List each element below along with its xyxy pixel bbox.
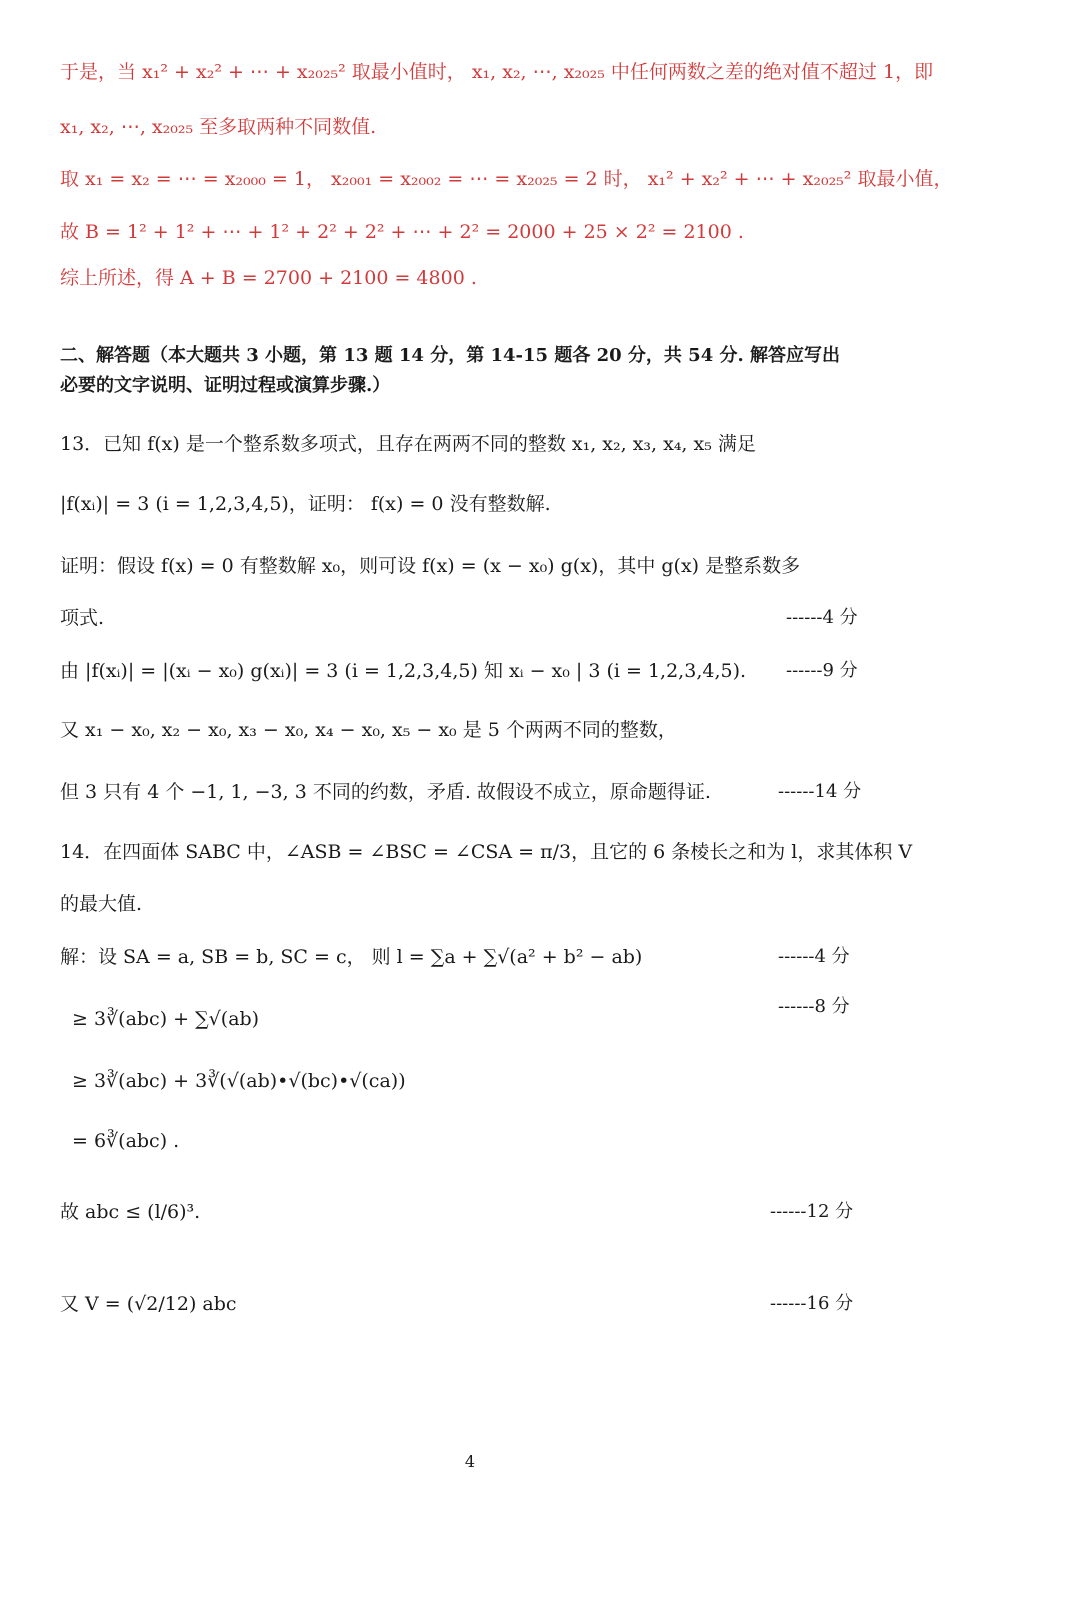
problem-13-statement: 13．已知 f(x) 是一个整系数多项式，且存在两两不同的整数 x₁, x₂, x₃, x₄, x₅ 满足 xyxy=(60,433,756,455)
score-label: ------12 分 xyxy=(770,1201,854,1222)
solution-14-line-2: ≥ 3∛(abc) + ∑√(ab) xyxy=(72,1008,260,1030)
proof-line-4: 又 x₁ − x₀, x₂ − x₀, x₃ − x₀, x₄ − x₀, x₅ − x₀ 是 5 个两两不同的整数， xyxy=(60,719,677,741)
solution-text-line-5: 综上所述，得 A + B = 2700 + 2100 = 4800 . xyxy=(60,267,477,289)
section-heading-cont: 必要的文字说明、证明过程或演算步骤.） xyxy=(60,375,391,396)
score-label: ------4 分 xyxy=(778,946,850,967)
section-heading: 二、解答题（本大题共 3 小题，第 13 题 14 分，第 14-15 题各 20 分，共 54 分. 解答应写出 xyxy=(60,345,841,366)
proof-line-3: 由 |f(xᵢ)| = |(xᵢ − x₀) g(xᵢ)| = 3 (i = 1,2,3,4,5) 知 xᵢ − x₀ | 3 (i = 1,2,3,4,5). xyxy=(60,660,747,682)
solution-14-line-4: = 6∛(abc) . xyxy=(72,1130,180,1152)
solution-text-line-4: 故 B = 1² + 1² + ⋯ + 1² + 2² + 2² + ⋯ + 2² = 2000 + 25 × 2² = 2100 . xyxy=(60,221,744,243)
solution-text-line-2: x₁, x₂, ⋯, x₂₀₂₅ 至多取两种不同数值. xyxy=(60,116,377,138)
solution-text-line-1: 于是，当 x₁² + x₂² + ⋯ + x₂₀₂₅² 取最小值时， x₁, x₂, ⋯, x₂₀₂₅ 中任何两数之差的绝对值不超过 1，即 xyxy=(60,61,934,83)
page-number: 4 xyxy=(464,1452,476,1471)
solution-14-line-1: 解：设 SA = a, SB = b, SC = c， 则 l = ∑a + ∑√(a² + b² − ab) xyxy=(60,946,643,968)
solution-14-line-5: 故 abc ≤ (l/6)³. xyxy=(60,1201,201,1223)
proof-line-1: 证明：假设 f(x) = 0 有整数解 x₀，则可设 f(x) = (x − x₀) g(x)，其中 g(x) 是整系数多 xyxy=(60,555,801,577)
problem-13-statement-cont: |f(xᵢ)| = 3 (i = 1,2,3,4,5)，证明： f(x) = 0 没有整数解. xyxy=(60,493,551,515)
solution-text-line-3: 取 x₁ = x₂ = ⋯ = x₂₀₀₀ = 1， x₂₀₀₁ = x₂₀₀₂ = ⋯ = x₂₀₂₅ = 2 时， x₁² + x₂² + ⋯ + x₂₀₂₅² 取最小值， xyxy=(60,168,953,190)
solution-14-line-6: 又 V = (√2/12) abc xyxy=(60,1293,237,1315)
score-label: ------9 分 xyxy=(786,660,858,681)
score-label: ------14 分 xyxy=(778,781,862,802)
score-label: ------8 分 xyxy=(778,996,850,1017)
problem-14-statement-cont: 的最大值. xyxy=(60,893,143,915)
proof-line-2: 项式. xyxy=(60,607,105,629)
problem-14-statement: 14．在四面体 SABC 中，∠ASB = ∠BSC = ∠CSA = π/3，且它的 6 条棱长之和为 l，求其体积 V xyxy=(60,841,913,863)
score-label: ------16 分 xyxy=(770,1293,854,1314)
score-label: ------4 分 xyxy=(786,607,858,628)
proof-line-5: 但 3 只有 4 个 −1, 1, −3, 3 不同的约数，矛盾. 故假设不成立，原命题得证. xyxy=(60,781,711,803)
solution-14-line-3: ≥ 3∛(abc) + 3∛(√(ab)•√(bc)•√(ca)) xyxy=(72,1070,406,1092)
